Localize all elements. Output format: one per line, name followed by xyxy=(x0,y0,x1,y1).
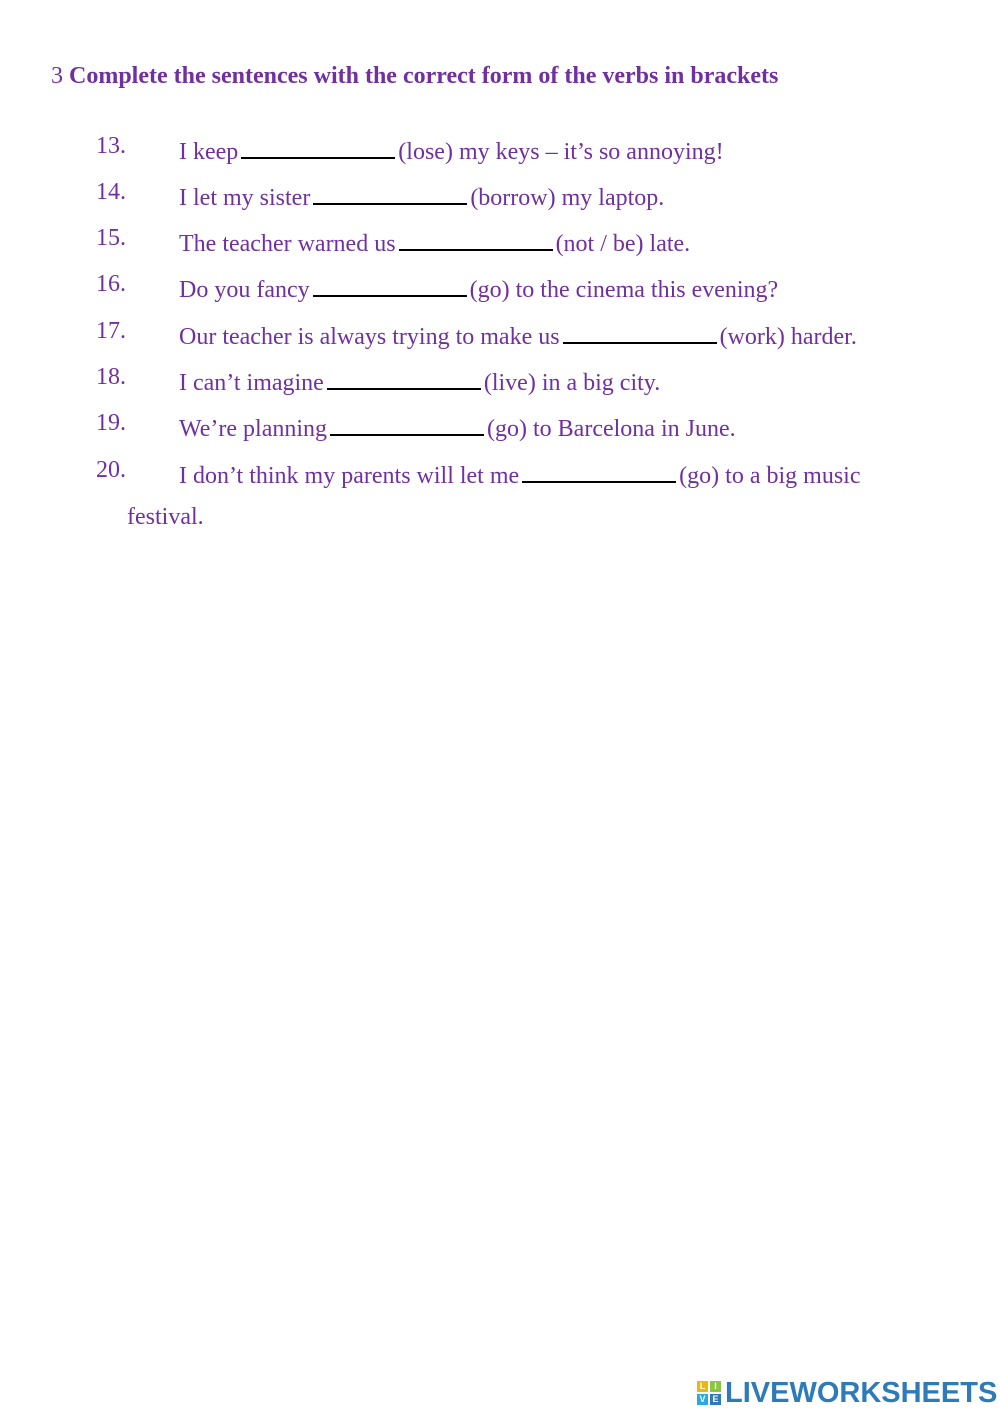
answer-blank[interactable] xyxy=(522,455,676,483)
logo-tile: L xyxy=(697,1381,708,1392)
sentence-before: I don’t think my parents will let me xyxy=(179,463,520,489)
sentence-after: (live) in a big city. xyxy=(483,370,661,396)
sentence-after: (work) harder. xyxy=(719,324,857,350)
liveworksheets-logo xyxy=(697,1377,997,1409)
sentence-after: (lose) my keys – it’s so annoying! xyxy=(398,139,724,165)
sentence-after: (not / be) late. xyxy=(555,231,691,257)
sentence-continuation: festival. xyxy=(127,504,204,530)
answer-blank[interactable] xyxy=(313,269,467,297)
item-number: 16. xyxy=(96,271,126,297)
exercise-heading xyxy=(51,60,778,92)
item-number: 17. xyxy=(96,318,126,344)
sentence-text xyxy=(179,223,690,259)
logo-tile: E xyxy=(710,1394,721,1405)
sentence-before: Do you fancy xyxy=(179,277,310,303)
sentence-before: The teacher warned us xyxy=(179,231,396,257)
exercise-number: 3 xyxy=(51,63,63,89)
sentence-text xyxy=(179,408,736,444)
logo-tile: V xyxy=(697,1394,708,1405)
sentence-text xyxy=(179,177,664,213)
sentence-text xyxy=(179,362,660,398)
item-number: 13. xyxy=(96,133,126,159)
item-number: 18. xyxy=(96,364,126,390)
sentence-after: (go) to the cinema this evening? xyxy=(469,277,779,303)
answer-blank[interactable] xyxy=(563,316,717,344)
item-number: 15. xyxy=(96,225,126,251)
answer-blank[interactable] xyxy=(327,362,481,390)
answer-blank[interactable] xyxy=(399,223,553,251)
sentence-text xyxy=(179,455,860,491)
sentence-text xyxy=(179,316,857,352)
sentence-text xyxy=(179,269,778,305)
sentence-before: I let my sister xyxy=(179,185,311,211)
answer-blank[interactable] xyxy=(313,177,467,205)
sentence-before: I can’t imagine xyxy=(179,370,324,396)
logo-mark-icon xyxy=(697,1381,721,1405)
sentence-after: (go) to a big music xyxy=(679,463,861,489)
logo-text: LIVEWORKSHEETS xyxy=(725,1377,998,1409)
item-number: 20. xyxy=(96,457,126,483)
sentence-after: (go) to Barcelona in June. xyxy=(487,416,736,442)
logo-tile: I xyxy=(710,1381,721,1392)
answer-blank[interactable] xyxy=(241,131,395,159)
item-number: 14. xyxy=(96,179,126,205)
item-number: 19. xyxy=(96,410,126,436)
exercise-instructions: Complete the sentences with the correct form of the verbs in brackets xyxy=(69,63,779,89)
sentence-text xyxy=(179,131,724,167)
sentence-before: We’re planning xyxy=(179,416,328,442)
sentence-after: (borrow) my laptop. xyxy=(470,185,665,211)
answer-blank[interactable] xyxy=(330,408,484,436)
sentence-before: Our teacher is always trying to make us xyxy=(179,324,560,350)
sentence-before: I keep xyxy=(179,139,239,165)
